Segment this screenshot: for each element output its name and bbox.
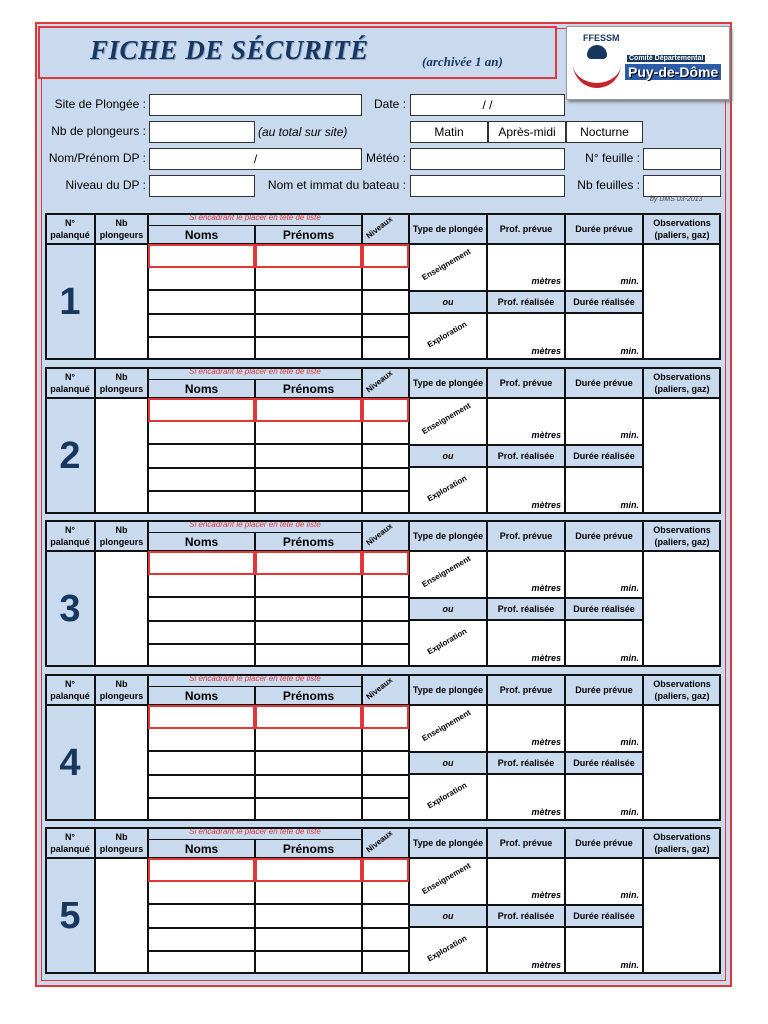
header-niveaux: Niveaux [364,828,395,855]
site-field[interactable] [149,94,362,116]
ou-label: ou [409,445,487,467]
header-niveaux: Niveaux [364,521,395,548]
nb-feuilles-label: Nb feuilles : [577,178,640,192]
header-nb-plongeurs: Nb plongeurs [95,213,148,244]
logo-region: Puy-de-Dôme [625,64,721,80]
palanquee-number: 5 [45,858,95,974]
header-observations: Observations (paliers, gaz) [643,367,721,398]
exploration-label: Exploration [425,780,469,811]
enseignement-label: Enseignement [420,246,473,283]
header-noms: Noms [148,532,255,551]
header-noms: Noms [148,225,255,244]
metres-unit: mètres [531,807,561,817]
encadrant-note: Si encadrant le placer en tête de liste [189,827,321,836]
header-niveaux: Niveaux [364,675,395,702]
min-unit: min. [620,583,639,593]
min-unit: min. [620,346,639,356]
enseignement-label: Enseignement [420,553,473,590]
encadrant-note: Si encadrant le placer en tête de liste [189,520,321,529]
metres-unit: mètres [531,583,561,593]
header-observations: Observations (paliers, gaz) [643,520,721,551]
header-duree-prevue: Durée prévue [565,213,643,244]
header-prof-realisee: Prof. réalisée [487,445,565,467]
header-duree-prevue: Durée prévue [565,520,643,551]
header-noms: Noms [148,839,255,858]
min-unit: min. [620,737,639,747]
min-unit: min. [620,276,639,286]
header-num-palanque: N° palanqué [45,827,95,858]
header-noms: Noms [148,686,255,705]
header-prof-prevue: Prof. prévue [487,213,565,244]
header-prof-prevue: Prof. prévue [487,827,565,858]
palanquee-number: 1 [45,244,95,360]
palanquee-number: 2 [45,398,95,514]
enseignement-label: Enseignement [420,860,473,897]
palanquee-frame [45,213,721,360]
header-prof-realisee: Prof. réalisée [487,598,565,620]
header-num-palanque: N° palanqué [45,213,95,244]
palanquee-frame [45,520,721,667]
nb-feuilles-field[interactable] [643,175,721,197]
header-prof-prevue: Prof. prévue [487,674,565,705]
niveau-dp-field[interactable] [149,175,255,197]
nb-plongeurs-field[interactable] [149,121,255,143]
palanquee-frame [45,674,721,821]
header-type-plongee: Type de plongée [409,367,487,398]
min-unit: min. [620,653,639,663]
header-duree-prevue: Durée prévue [565,674,643,705]
meteo-field[interactable] [410,148,565,170]
bateau-field[interactable] [410,175,565,197]
header-nb-plongeurs: Nb plongeurs [95,674,148,705]
header-nb-plongeurs: Nb plongeurs [95,367,148,398]
header-num-palanque: N° palanqué [45,674,95,705]
header-prenoms: Prénoms [255,686,362,705]
meteo-label: Météo : [365,151,406,165]
page-title: FICHE DE SÉCURITÉ [90,35,369,65]
exploration-label: Exploration [425,933,469,964]
header-prenoms: Prénoms [255,839,362,858]
feuille-field[interactable] [643,148,721,170]
site-label: Site de Plongée : [54,97,146,111]
encadrant-note: Si encadrant le placer en tête de liste [189,367,321,376]
metres-unit: mètres [531,653,561,663]
date-field[interactable]: / / [410,94,565,116]
header-duree-prevue: Durée prévue [565,827,643,858]
option-apres-midi[interactable]: Après-midi [488,121,566,143]
ou-label: ou [409,905,487,927]
option-matin[interactable]: Matin [410,121,488,143]
header-niveaux: Niveaux [364,368,395,395]
metres-unit: mètres [531,276,561,286]
header-observations: Observations (paliers, gaz) [643,827,721,858]
exploration-label: Exploration [425,319,469,350]
bateau-label: Nom et immat du bateau : [267,178,406,192]
palanquee-number: 3 [45,551,95,667]
logo-ffessm: FFESSM [583,33,620,43]
header-type-plongee: Type de plongée [409,520,487,551]
metres-unit: mètres [531,346,561,356]
min-unit: min. [620,430,639,440]
ou-label: ou [409,598,487,620]
option-nocturne[interactable]: Nocturne [566,121,643,143]
header-prof-realisee: Prof. réalisée [487,752,565,774]
title-banner [38,26,557,79]
ou-label: ou [409,752,487,774]
header-num-palanque: N° palanqué [45,520,95,551]
enseignement-label: Enseignement [420,707,473,744]
credit-text: by DMS 03-2013 [650,196,703,203]
palanquee-frame [45,827,721,974]
ou-label: ou [409,291,487,313]
header-prenoms: Prénoms [255,532,362,551]
header-nb-plongeurs: Nb plongeurs [95,520,148,551]
header-type-plongee: Type de plongée [409,674,487,705]
logo-committee: Comité Départemental [629,55,704,62]
header-prenoms: Prénoms [255,225,362,244]
header-noms: Noms [148,379,255,398]
header-duree-prevue: Durée prévue [565,367,643,398]
exploration-label: Exploration [425,626,469,657]
header-duree-realisee: Durée réalisée [565,598,643,620]
header-type-plongee: Type de plongée [409,213,487,244]
metres-unit: mètres [531,960,561,970]
min-unit: min. [620,960,639,970]
nb-plongeurs-note: (au total sur site) [258,125,348,139]
nb-plongeurs-label: Nb de plongeurs : [51,124,146,138]
page-subtitle: (archivée 1 an) [422,54,503,69]
header-duree-realisee: Durée réalisée [565,905,643,927]
date-label: Date : [373,97,406,111]
header-prof-prevue: Prof. prévue [487,520,565,551]
header-observations: Observations (paliers, gaz) [643,674,721,705]
ffessm-logo [566,26,730,100]
header-prof-realisee: Prof. réalisée [487,905,565,927]
encadrant-note: Si encadrant le placer en tête de liste [189,213,321,222]
niveau-dp-label: Niveau du DP : [65,178,146,192]
palanquee-number: 4 [45,705,95,821]
palanquee-frame [45,367,721,514]
min-unit: min. [620,500,639,510]
header-nb-plongeurs: Nb plongeurs [95,827,148,858]
header-type-plongee: Type de plongée [409,827,487,858]
header-niveaux: Niveaux [364,214,395,241]
header-duree-realisee: Durée réalisée [565,291,643,313]
header-duree-realisee: Durée réalisée [565,445,643,467]
header-num-palanque: N° palanqué [45,367,95,398]
metres-unit: mètres [531,890,561,900]
header-observations: Observations (paliers, gaz) [643,213,721,244]
header-prof-realisee: Prof. réalisée [487,291,565,313]
min-unit: min. [620,890,639,900]
min-unit: min. [620,807,639,817]
dp-field[interactable]: / [149,148,362,170]
metres-unit: mètres [531,500,561,510]
wave-icon [573,57,621,88]
metres-unit: mètres [531,430,561,440]
header-prenoms: Prénoms [255,379,362,398]
metres-unit: mètres [531,737,561,747]
header-duree-realisee: Durée réalisée [565,752,643,774]
feuille-label: N° feuille : [585,151,640,165]
header-prof-prevue: Prof. prévue [487,367,565,398]
enseignement-label: Enseignement [420,400,473,437]
dp-label: Nom/Prénom DP : [48,151,146,165]
encadrant-note: Si encadrant le placer en tête de liste [189,674,321,683]
exploration-label: Exploration [425,473,469,504]
